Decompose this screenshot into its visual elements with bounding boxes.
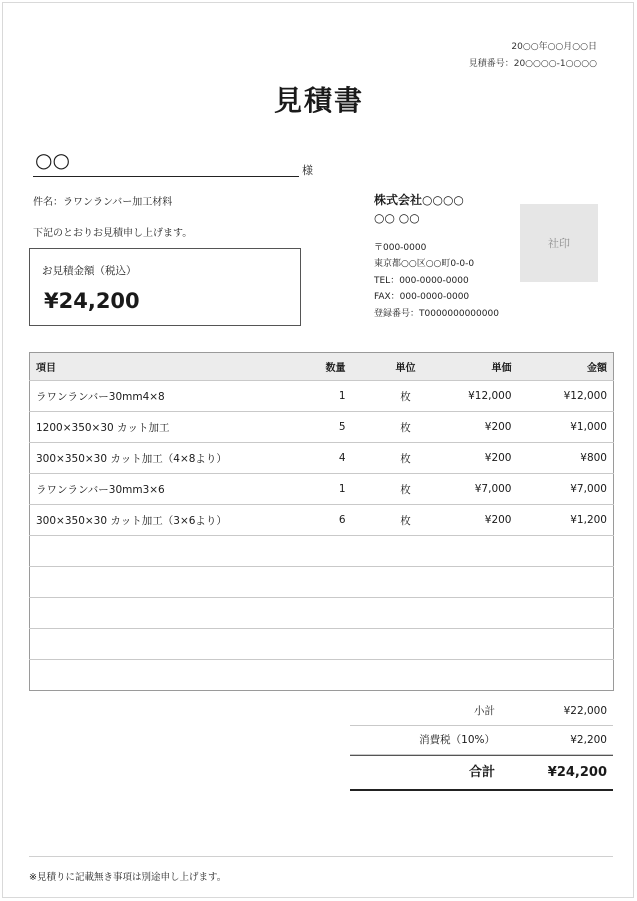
cell-qty: 5 [304,412,374,443]
cell-unit [374,629,438,660]
cell-qty [304,536,374,567]
table-row [30,629,614,660]
cell-price: ¥200 [438,443,526,474]
subtotal-value: ¥22,000 [563,705,607,717]
table-row [30,474,614,505]
table-row [30,660,614,691]
footer-divider [29,856,613,857]
cell-price [438,629,526,660]
cell-item [30,629,304,660]
company-registration: 登録番号：T0000000000000 [374,309,499,319]
cell-unit [374,536,438,567]
cell-item: ラワンランバー30mm4×8 [30,381,304,412]
document-title: 見積書 [273,84,364,117]
estimate-number: 見積番号：20○○○○-1○○○○ [468,59,597,69]
table-row [30,381,614,412]
subtotal-label: 小計 [474,705,495,717]
cell-amount: ¥12,000 [526,381,614,412]
header-unit: 単位 [374,353,438,381]
table-row [30,567,614,598]
intro-text: 下記のとおりお見積申し上げます。 [33,228,193,239]
estimate-document [2,2,634,898]
subject-line: 件名：ラワンランバー加工材料 [33,197,173,208]
cell-qty: 1 [304,474,374,505]
grand-total-row [350,755,613,791]
cell-unit: 枚 [374,412,438,443]
table-row [30,598,614,629]
cell-item [30,660,304,691]
cell-unit: 枚 [374,443,438,474]
items-table [29,352,614,691]
recipient-underline [33,176,299,177]
cell-item: 300×350×30 カット加工（3×6より） [30,505,304,536]
company-fax: FAX：000-0000-0000 [374,292,470,302]
company-address: 東京都○○区○○町0-0-0 [374,259,475,269]
cell-qty [304,660,374,691]
header-price: 単価 [438,353,526,381]
table-row [30,536,614,567]
company-name: 株式会社○○○○ [374,193,464,207]
cell-qty: 6 [304,505,374,536]
header-amount: 金額 [526,353,614,381]
company-seal: 社印 [520,204,598,282]
header-qty: 数量 [304,353,374,381]
company-tel: TEL：000-0000-0000 [374,276,469,286]
table-row [30,443,614,474]
cell-amount [526,629,614,660]
cell-amount [526,660,614,691]
cell-price: ¥12,000 [438,381,526,412]
cell-unit: 枚 [374,474,438,505]
cell-price [438,660,526,691]
cell-qty: 1 [304,381,374,412]
cell-amount [526,598,614,629]
cell-qty [304,598,374,629]
cell-item [30,598,304,629]
cell-unit [374,567,438,598]
tax-row [350,726,613,755]
estimate-amount-box [29,248,301,326]
table-row [30,505,614,536]
cell-unit [374,598,438,629]
cell-price: ¥200 [438,505,526,536]
cell-price [438,598,526,629]
cell-item [30,536,304,567]
header-item: 項目 [30,353,304,381]
cell-item: 1200×350×30 カット加工 [30,412,304,443]
cell-qty [304,629,374,660]
cell-amount [526,567,614,598]
cell-unit: 枚 [374,381,438,412]
cell-unit: 枚 [374,505,438,536]
cell-amount: ¥7,000 [526,474,614,505]
cell-price [438,536,526,567]
company-person: ○○ ○○ [374,211,420,225]
recipient-honorific: 様 [302,164,313,177]
items-header-row [30,353,614,381]
issue-date: 20○○年○○月○○日 [511,42,597,52]
tax-value: ¥2,200 [570,734,607,746]
cell-price [438,567,526,598]
tax-label: 消費税（10%） [419,734,495,746]
cell-item: ラワンランバー30mm3×6 [30,474,304,505]
cell-qty: 4 [304,443,374,474]
cell-amount: ¥1,200 [526,505,614,536]
cell-qty [304,567,374,598]
cell-price: ¥7,000 [438,474,526,505]
cell-unit [374,660,438,691]
table-row [30,412,614,443]
estimate-amount-label: お見積金額（税込） [42,265,137,277]
footer-note: ※見積りに記載無き事項は別途申し上げます。 [29,872,227,883]
estimate-amount-value: ¥24,200 [44,289,140,313]
cell-amount [526,536,614,567]
recipient-name: ○○ [35,148,70,172]
company-postal: 〒000-0000 [374,243,427,253]
cell-item [30,567,304,598]
cell-amount: ¥1,000 [526,412,614,443]
totals-block [350,697,613,791]
grand-total-label: 合計 [468,765,495,780]
cell-price: ¥200 [438,412,526,443]
cell-item: 300×350×30 カット加工（4×8より） [30,443,304,474]
cell-amount: ¥800 [526,443,614,474]
subtotal-row [350,697,613,726]
grand-total-value: ¥24,200 [547,765,607,780]
